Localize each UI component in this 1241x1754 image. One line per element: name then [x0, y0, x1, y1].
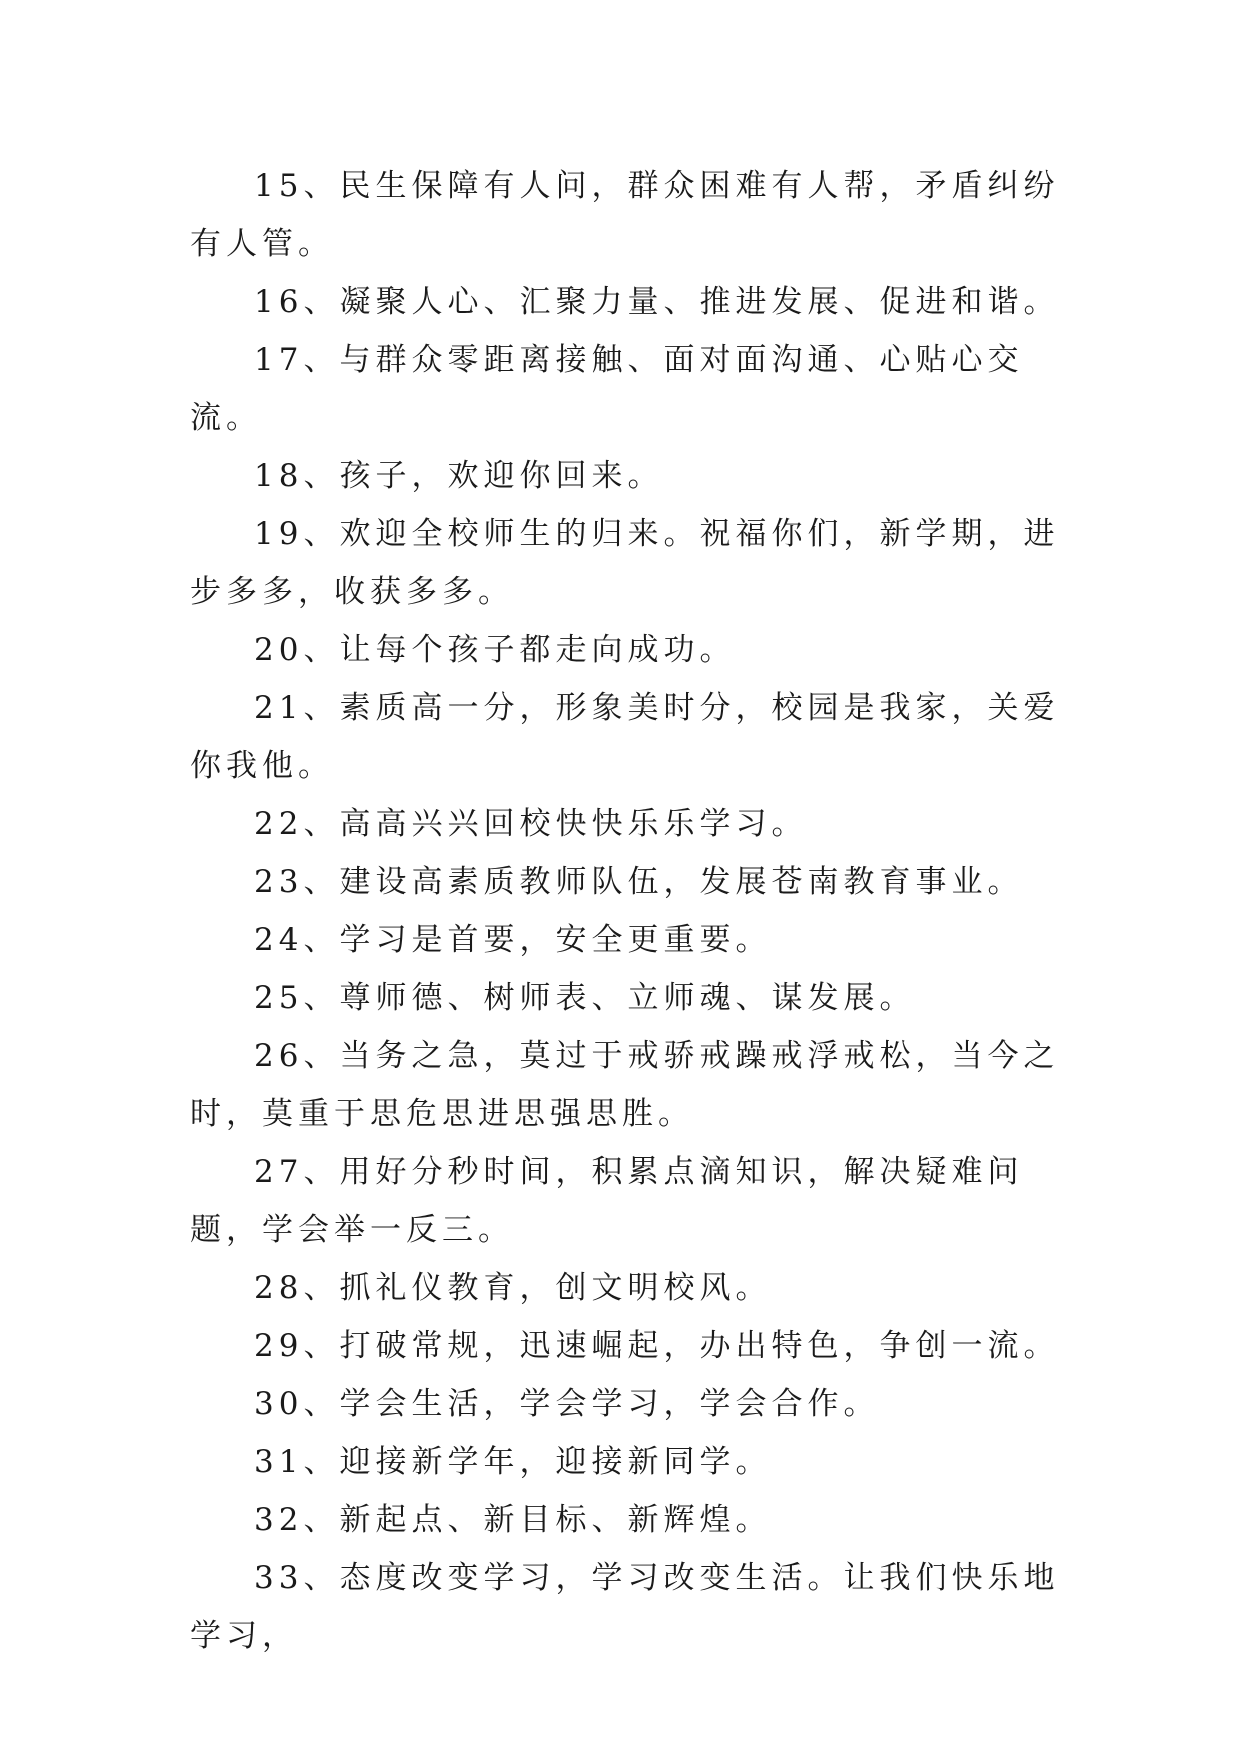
- item-number: 27: [254, 1154, 304, 1190]
- item-number: 28: [254, 1270, 304, 1306]
- paragraph-19: 19、欢迎全校师生的归来。祝福你们，新学期，进步多多，收获多多。: [190, 516, 1060, 610]
- item-text: 当务之急，莫过于戒骄戒躁戒浮戒松，当今之时，莫重于思危思进思强思胜。: [190, 1038, 1060, 1132]
- item-number: 30: [254, 1386, 304, 1422]
- item-number: 23: [254, 864, 304, 900]
- item-text: 学习是首要，安全更重要。: [339, 922, 772, 958]
- item-text: 尊师德、树师表、立师魂、谋发展。: [339, 980, 916, 1016]
- item-number: 26: [254, 1038, 304, 1074]
- paragraph-21: 21、素质高一分，形象美时分，校园是我家，关爱你我他。: [190, 690, 1060, 784]
- paragraph-17: 17、与群众零距离接触、面对面沟通、心贴心交流。: [190, 342, 1024, 436]
- item-number: 24: [254, 922, 304, 958]
- paragraph-29: 29、打破常规，迅速崛起，办出特色，争创一流。: [254, 1328, 1060, 1364]
- item-text: 迎接新学年，迎接新同学。: [339, 1444, 772, 1480]
- item-number: 31: [254, 1444, 304, 1480]
- paragraph-22: 22、高高兴兴回校快快乐乐学习。: [254, 806, 808, 842]
- item-number: 33: [254, 1560, 304, 1596]
- paragraph-33: 33、态度改变学习，学习改变生活。让我们快乐地学习，: [190, 1560, 1060, 1654]
- item-text: 抓礼仪教育，创文明校风。: [339, 1270, 772, 1306]
- document-body: [190, 157, 1060, 1665]
- paragraph-18: 18、孩子，欢迎你回来。: [254, 458, 664, 494]
- paragraph-16: 16、凝聚人心、汇聚力量、推进发展、促进和谐。: [254, 284, 1060, 320]
- item-number: 15: [254, 168, 304, 204]
- paragraph-31: 31、迎接新学年，迎接新同学。: [254, 1444, 772, 1480]
- paragraph-25: 25、尊师德、树师表、立师魂、谋发展。: [254, 980, 916, 1016]
- item-text: 凝聚人心、汇聚力量、推进发展、促进和谐。: [339, 284, 1060, 320]
- paragraph-26: 26、当务之急，莫过于戒骄戒躁戒浮戒松，当今之时，莫重于思危思进思强思胜。: [190, 1038, 1060, 1132]
- paragraph-28: 28、抓礼仪教育，创文明校风。: [254, 1270, 772, 1306]
- item-number: 25: [254, 980, 304, 1016]
- item-number: 17: [254, 342, 304, 378]
- item-text: 与群众零距离接触、面对面沟通、心贴心交流。: [190, 342, 1024, 436]
- item-text: 高高兴兴回校快快乐乐学习。: [339, 806, 808, 842]
- paragraph-24: 24、学习是首要，安全更重要。: [254, 922, 772, 958]
- paragraph-30: 30、学会生活，学会学习，学会合作。: [254, 1386, 880, 1422]
- item-number: 21: [254, 690, 304, 726]
- item-text: 学会生活，学会学习，学会合作。: [339, 1386, 880, 1422]
- paragraph-32: 32、新起点、新目标、新辉煌。: [254, 1502, 772, 1538]
- item-number: 29: [254, 1328, 304, 1364]
- paragraph-20: 20、让每个孩子都走向成功。: [254, 632, 736, 668]
- item-number: 20: [254, 632, 304, 668]
- item-number: 32: [254, 1502, 304, 1538]
- item-text: 让每个孩子都走向成功。: [339, 632, 736, 668]
- item-text: 欢迎全校师生的归来。祝福你们，新学期，进步多多，收获多多。: [190, 516, 1060, 610]
- item-text: 素质高一分，形象美时分，校园是我家，关爱你我他。: [190, 690, 1060, 784]
- item-number: 19: [254, 516, 304, 552]
- item-number: 22: [254, 806, 304, 842]
- item-number: 18: [254, 458, 304, 494]
- item-text: 民生保障有人问，群众困难有人帮，矛盾纠纷有人管。: [190, 168, 1060, 262]
- paragraph-27: 27、用好分秒时间，积累点滴知识，解决疑难问题，学会举一反三。: [190, 1154, 1024, 1248]
- item-text: 孩子，欢迎你回来。: [339, 458, 664, 494]
- item-text: 新起点、新目标、新辉煌。: [339, 1502, 772, 1538]
- item-text: 建设高素质教师队伍，发展苍南教育事业。: [339, 864, 1024, 900]
- paragraph-15: 15、民生保障有人问，群众困难有人帮，矛盾纠纷有人管。: [190, 168, 1060, 262]
- paragraph-23: 23、建设高素质教师队伍，发展苍南教育事业。: [254, 864, 1024, 900]
- item-text: 用好分秒时间，积累点滴知识，解决疑难问题，学会举一反三。: [190, 1154, 1024, 1248]
- item-text: 态度改变学习，学习改变生活。让我们快乐地学习，: [190, 1560, 1060, 1654]
- item-number: 16: [254, 284, 304, 320]
- item-text: 打破常规，迅速崛起，办出特色，争创一流。: [339, 1328, 1060, 1364]
